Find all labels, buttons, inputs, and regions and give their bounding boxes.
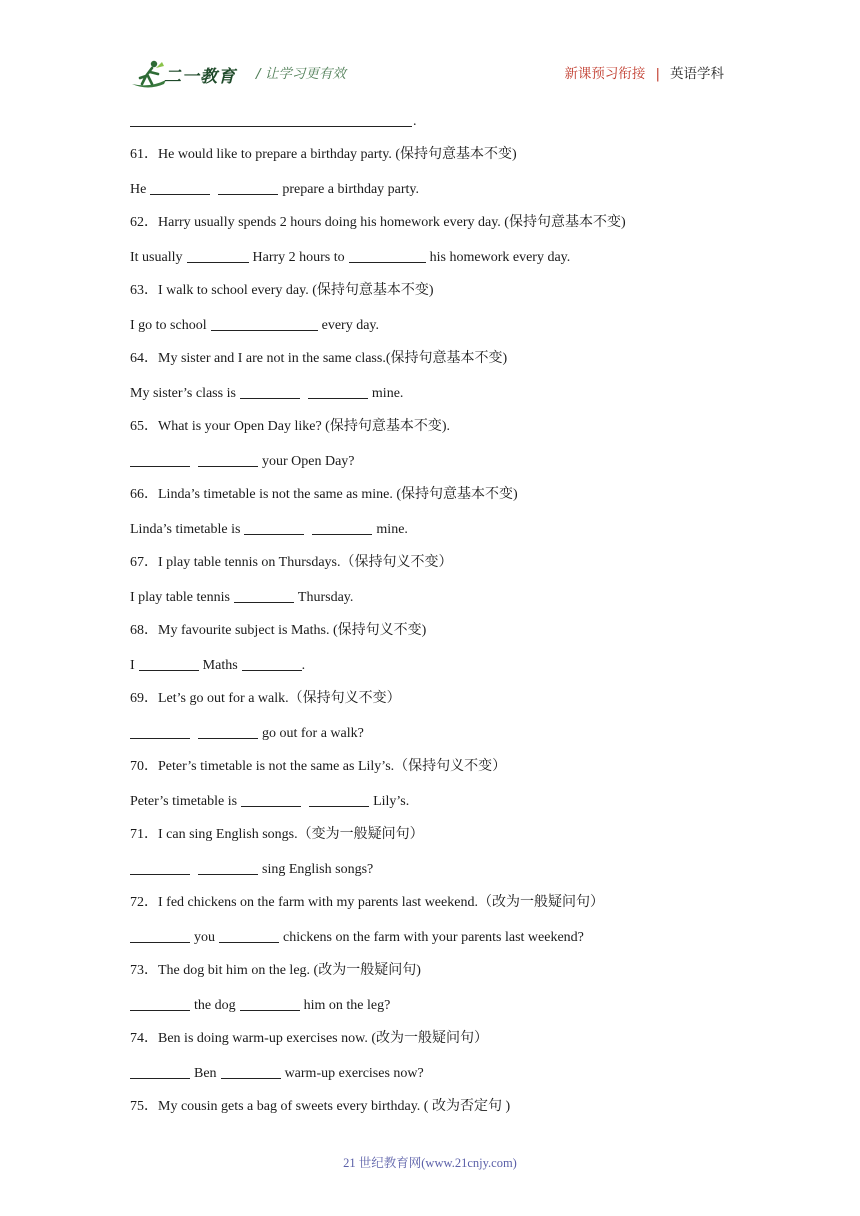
header-right bbox=[564, 62, 724, 82]
answer-70 bbox=[130, 792, 409, 811]
question-64: 64．My sister and I are not in the same class.(保持句意基本不变) bbox=[130, 351, 508, 366]
answer-text: chickens on the farm with your parents last weekend? bbox=[283, 930, 584, 945]
answer-text: Maths bbox=[202, 658, 238, 673]
answer-text: your Open Day? bbox=[262, 454, 355, 469]
answer-blank[interactable] bbox=[130, 928, 190, 943]
question-73: 73．The dog bit him on the leg. (改为一般疑问句) bbox=[130, 963, 421, 978]
answer-blank[interactable] bbox=[234, 588, 294, 603]
answer-blank[interactable] bbox=[198, 860, 258, 875]
answer-blank[interactable] bbox=[244, 520, 304, 535]
answer-blank[interactable] bbox=[308, 384, 368, 399]
answer-blank[interactable] bbox=[349, 248, 426, 263]
answer-text: mine. bbox=[371, 386, 404, 401]
answer-74 bbox=[130, 1064, 424, 1083]
answer-73 bbox=[130, 996, 390, 1015]
answer-61 bbox=[130, 180, 419, 199]
answer-67 bbox=[130, 588, 353, 607]
answer-blank[interactable] bbox=[150, 180, 210, 195]
question-70: 70．Peter’s timetable is not the same as Lily’s.（保持句义不变） bbox=[130, 759, 507, 774]
question-63: 63．I walk to school every day. (保持句意基本不变) bbox=[130, 283, 434, 298]
answer-text: warm-up exercises now? bbox=[284, 1066, 424, 1081]
answer-66 bbox=[130, 520, 408, 539]
question-67: 67．I play table tennis on Thursdays.（保持句义不变） bbox=[130, 555, 453, 570]
brand-slogan: / 让学习更有效 bbox=[256, 66, 346, 82]
answer-65 bbox=[130, 452, 355, 471]
answer-68 bbox=[130, 656, 305, 675]
answer-text: the dog bbox=[194, 998, 236, 1013]
answer-text: mine. bbox=[376, 522, 408, 537]
course-label: 新课预习衔接 bbox=[564, 66, 646, 82]
question-71: 71．I can sing English songs.（变为一般疑问句） bbox=[130, 827, 424, 842]
answer-text: every day. bbox=[321, 318, 380, 333]
answer-blank[interactable] bbox=[130, 860, 190, 875]
question-68: 68．My favourite subject is Maths. (保持句义不变) bbox=[130, 623, 427, 638]
answer-text: Linda’s timetable is bbox=[130, 522, 241, 537]
answer-text: prepare a birthday party. bbox=[282, 182, 420, 197]
answer-blank[interactable] bbox=[211, 316, 318, 331]
answer-text: Thursday. bbox=[297, 590, 354, 605]
answer-blank[interactable] bbox=[240, 384, 300, 399]
answer-blank[interactable] bbox=[218, 180, 278, 195]
answer-text: his homework every day. bbox=[429, 250, 571, 265]
answer-text: sing English songs? bbox=[262, 862, 374, 877]
answer-text: him on the leg? bbox=[303, 998, 391, 1013]
answer-text: Lily’s. bbox=[373, 794, 410, 809]
question-61: 61．He would like to prepare a birthday party. (保持句意基本不变) bbox=[130, 147, 517, 162]
answer-text: Harry 2 hours to bbox=[252, 250, 345, 265]
header-divider: | bbox=[655, 66, 660, 82]
question-69: 69．Let’s go out for a walk.（保持句义不变） bbox=[130, 691, 401, 706]
answer-71 bbox=[130, 860, 373, 879]
question-75: 75．My cousin gets a bag of sweets every birthday. ( 改为否定句 ) bbox=[130, 1099, 511, 1114]
question-72: 72．I fed chickens on the farm with my parents last weekend.（改为一般疑问句） bbox=[130, 895, 604, 910]
answer-line bbox=[130, 126, 412, 127]
answer-text: Peter’s timetable is bbox=[130, 794, 238, 809]
answer-text: It usually bbox=[130, 250, 183, 265]
answer-blank[interactable] bbox=[242, 656, 302, 671]
answer-text: go out for a walk? bbox=[262, 726, 364, 741]
answer-blank[interactable] bbox=[130, 724, 190, 739]
answer-blank[interactable] bbox=[130, 1064, 190, 1079]
answer-text: . bbox=[301, 658, 306, 673]
question-66: 66．Linda’s timetable is not the same as mine. (保持句意基本不变) bbox=[130, 487, 518, 502]
answer-text: My sister’s class is bbox=[130, 386, 236, 401]
answer-69 bbox=[130, 724, 364, 743]
answer-line-period: . bbox=[413, 114, 417, 129]
answer-blank[interactable] bbox=[221, 1064, 281, 1079]
answer-text: He bbox=[130, 182, 147, 197]
answer-blank[interactable] bbox=[240, 996, 300, 1011]
page-header bbox=[0, 0, 860, 100]
answer-blank[interactable] bbox=[241, 792, 301, 807]
answer-blank[interactable] bbox=[309, 792, 369, 807]
answer-blank[interactable] bbox=[219, 928, 279, 943]
page-footer: 21 世纪教育网(www.21cnjy.com) bbox=[343, 1156, 517, 1170]
answer-text: Ben bbox=[194, 1066, 217, 1081]
answer-63 bbox=[130, 316, 379, 335]
answer-text: I play table tennis bbox=[130, 590, 230, 605]
answer-blank[interactable] bbox=[130, 452, 190, 467]
answer-text: you bbox=[194, 930, 215, 945]
answer-blank[interactable] bbox=[198, 724, 258, 739]
answer-62 bbox=[130, 248, 570, 267]
question-74: 74．Ben is doing warm-up exercises now. (改为一般疑问句） bbox=[130, 1031, 488, 1046]
question-62: 62．Harry usually spends 2 hours doing his homework every day. (保持句意基本不变) bbox=[130, 215, 626, 230]
answer-text: I go to school bbox=[130, 318, 207, 333]
answer-blank[interactable] bbox=[198, 452, 258, 467]
brand-name: 二一教育 bbox=[164, 67, 236, 87]
answer-blank[interactable] bbox=[139, 656, 199, 671]
question-65: 65．What is your Open Day like? (保持句意基本不变). bbox=[130, 419, 450, 434]
answer-blank[interactable] bbox=[312, 520, 372, 535]
subject-label: 英语学科 bbox=[670, 66, 724, 82]
answer-blank[interactable] bbox=[187, 248, 249, 263]
answer-text: I bbox=[130, 658, 135, 673]
answer-72 bbox=[130, 928, 584, 947]
answer-blank[interactable] bbox=[130, 996, 190, 1011]
answer-64 bbox=[130, 384, 403, 403]
